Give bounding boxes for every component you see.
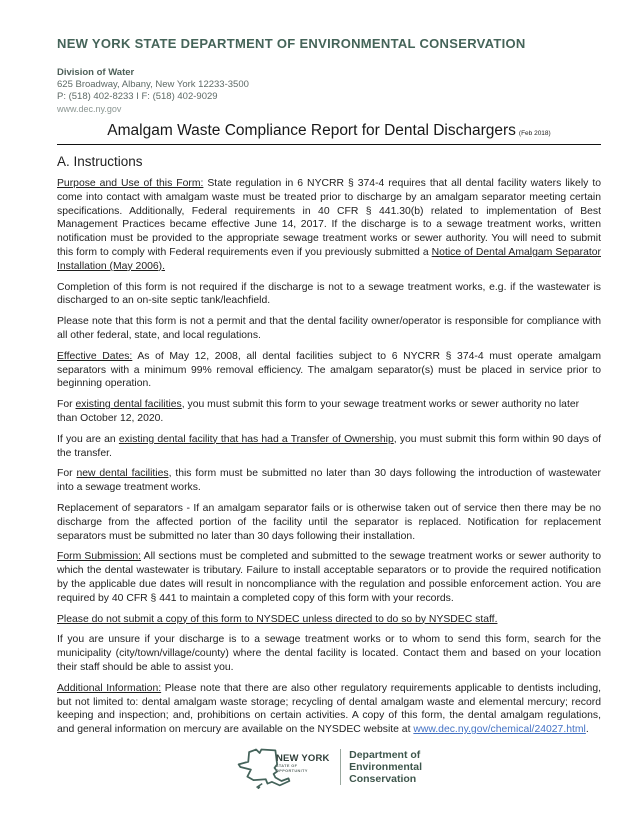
- paragraph: [57, 613, 601, 627]
- underlined-phrase: existing dental facility that has had a Transfer of Ownership: [118, 433, 394, 445]
- paragraph: [57, 315, 601, 343]
- text-segment: , you must submit this form to your sewage treatment works or sewer authority no later than October 12, 2020.: [57, 399, 580, 424]
- text-segment: Completion of this form is not required if the discharge is not to a sewage treatment works, e.g. if the wastewater is discharged to an on-site septic tank/leachfield.: [57, 281, 601, 307]
- text-segment: Please note that there are also other regulatory requirements applicable to dentists including, but not limited to: dental amalgam waste storage; recycling of dental amalgam waste and elemental mercury; record keeping and inspection; and, prohibitions on certain activities. A copy of this form, the dental amalgam regulations, and general information on mercury are available on the NYSDEC website at: [57, 682, 601, 736]
- nys-wordmark: [276, 754, 330, 773]
- paragraph: [57, 398, 601, 426]
- phone-fax-line: P: (518) 402-8233 I F: (518) 402-9029: [57, 91, 218, 102]
- paragraph: [57, 502, 601, 543]
- text-segment: If you are an: [57, 433, 119, 445]
- underlined-phrase: existing dental facilities: [75, 399, 182, 411]
- division-name: Division of Water: [57, 67, 135, 78]
- wordmark-state-of: STATE OF: [275, 764, 298, 769]
- logo-divider: [340, 749, 342, 785]
- underlined-phrase: Form Submission:: [57, 551, 142, 563]
- nys-logo: [236, 745, 330, 789]
- text-segment: For: [57, 399, 76, 411]
- paragraph: [57, 550, 601, 605]
- dept-line-1: Department of: [349, 748, 421, 761]
- footer-logo: [57, 745, 601, 789]
- agency-website: www.dec.ny.gov: [57, 104, 122, 114]
- wordmark-opportunity: OPPORTUNITY: [275, 768, 308, 773]
- dept-line-3: Conservation: [349, 772, 417, 785]
- text-segment: .: [585, 724, 589, 736]
- department-wordmark: [349, 749, 422, 785]
- paragraph: [57, 467, 601, 495]
- text-segment: Replacement of separators - If an amalgam separator fails or is otherwise taken out of service then there may be no discharge from the affected portion of the facility until the separator is replaced. Notification for replacement separators must be submitted no later than 30 days following their installation.: [57, 502, 601, 542]
- revision-date: (Feb 2018): [518, 130, 551, 137]
- text-segment: , this form must be submitted no later than 30 days following the introduction of wastewater into a sewage treatment works.: [57, 468, 601, 494]
- section-heading: A. Instructions: [57, 154, 143, 169]
- wordmark-new-york: NEW YORK: [275, 753, 330, 765]
- text-segment: If you are unsure if your discharge is to a sewage treatment works or to whom to send this form, search for the municipality (city/town/village/county) where the dental facility is located. Contact them and based on your location their staff should be able to assist you.: [57, 634, 601, 673]
- paragraph: [57, 433, 601, 461]
- address-line: 625 Broadway, Albany, New York 12233-3500: [57, 79, 249, 90]
- paragraph: [57, 682, 601, 737]
- text-segment: As of May 12, 2008, all dental facilities subject to 6 NYCRR § 374-4 must operate amalgam separators with a minimum 99% removal efficiency. The amalgam separator(s) must be placed in service prior to beginning operation.: [57, 350, 601, 390]
- underlined-phrase: Notice of Dental Amalgam Separator Installation (May 2006).: [57, 246, 601, 272]
- underlined-phrase: Purpose and Use of this Form:: [57, 178, 204, 189]
- text-segment: All sections must be completed and submitted to the sewage treatment works or sewer authority to which the dental wastewater is tributary. Failure to install acceptable separators or to provide the required notification by the applicable due dates will result in noncompliance with the regulation and possible enforcement action. You are required by 40 CFR § 441 to maintain a completed copy of this form with your records.: [57, 551, 601, 604]
- document-title-block: [57, 121, 601, 145]
- dept-line-2: Environmental: [349, 760, 423, 773]
- paragraph: [57, 281, 601, 309]
- hyperlink[interactable]: www.dec.ny.gov/chemical/24027.html: [413, 724, 586, 736]
- underlined-phrase: Effective Dates:: [57, 350, 133, 362]
- instructions-body: [57, 177, 601, 737]
- paragraph: [57, 633, 601, 674]
- underlined-phrase: Please do not submit a copy of this form to NYSDEC unless directed to do so by NYSDEC staff.: [57, 613, 498, 625]
- text-segment: State regulation in 6 NYCRR § 374-4 requires that all dental facility waters likely to come into contact with amalgam waste must be treated prior to discharge by an amalgam separator meeting certain specifications. Additionally, Federal requirements in 40 CFR § 441.30(b) related to implementation of Best Management Practices became effective June 14, 2017. If the discharge is to a sewage treatment works, written notification must be provided to the appropriate sewage treatment works or sewer authority. You will need to submit this form to comply with Federal requirements even if you previously submitted a: [57, 178, 601, 258]
- text-segment: Please note that this form is not a permit and that the dental facility owner/operator is responsible for compliance with all other federal, state, and local regulations.: [57, 316, 601, 341]
- document-title: Amalgam Waste Compliance Report for Dental Dischargers: [107, 122, 516, 139]
- agency-name: NEW YORK STATE DEPARTMENT OF ENVIRONMENTAL CONSERVATION: [57, 36, 526, 51]
- underlined-phrase: Additional Information:: [57, 682, 162, 694]
- paragraph: [57, 350, 601, 391]
- text-segment: , you must submit this form within 90 days of the transfer.: [57, 433, 601, 459]
- text-segment: For: [57, 468, 77, 480]
- paragraph: [57, 177, 601, 274]
- letterhead: [57, 36, 601, 115]
- underlined-phrase: new dental facilities: [76, 468, 169, 480]
